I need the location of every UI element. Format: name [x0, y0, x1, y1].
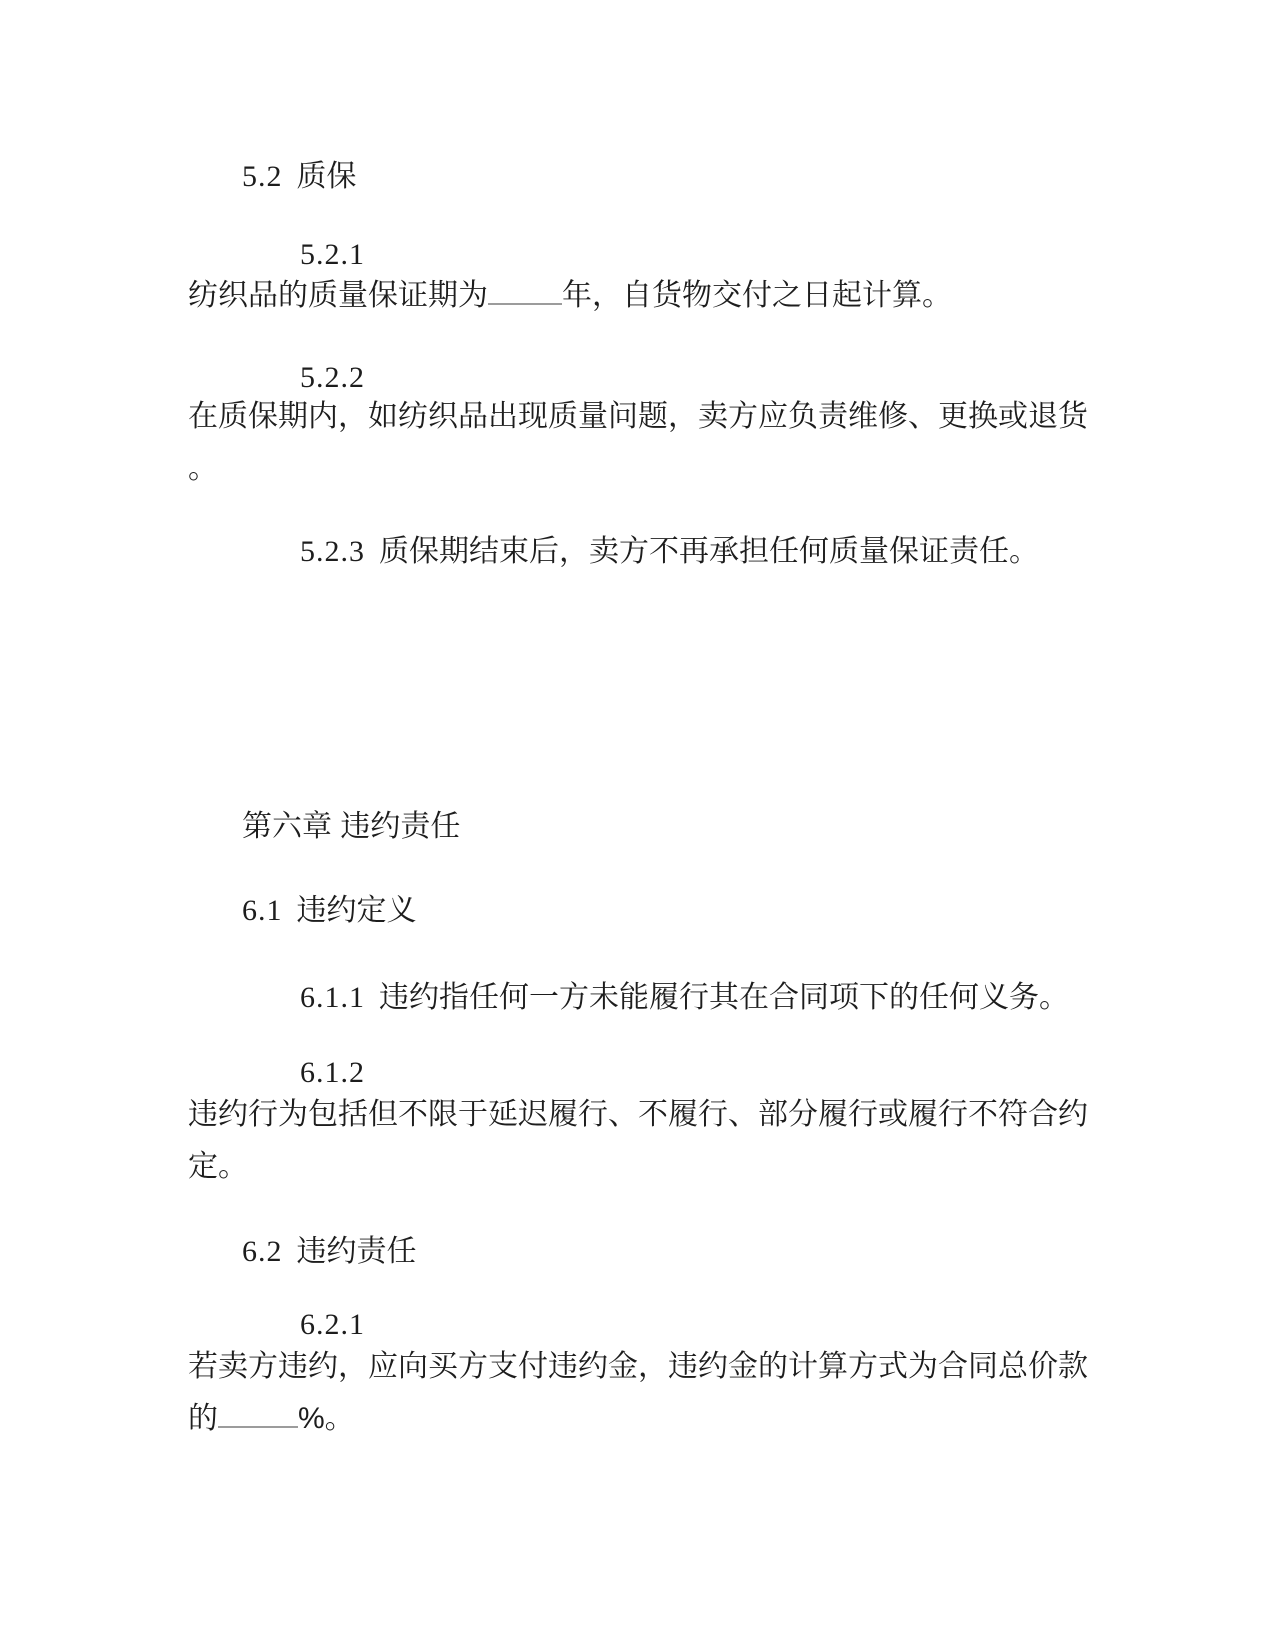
heading-6-2 — [242, 1226, 417, 1278]
heading-5-2-title: 质保 — [296, 160, 357, 193]
clause-6-2-1-line-2 — [188, 1393, 1088, 1445]
clause-5-2-2-line-1: 在质保期内，如纺织品出现质量问题，卖方应负责维修、更换或退货 — [188, 400, 1088, 433]
heading-6-1-title: 违约定义 — [296, 894, 417, 927]
clause-5-2-3 — [300, 526, 1039, 578]
clause-6-1-1-number: 6.1.1 — [300, 981, 365, 1014]
clause-5-2-3-number: 5.2.3 — [300, 535, 365, 568]
clause-6-1-1-text: 违约指任何一方未能履行其在合同项下的任何义务。 — [379, 981, 1069, 1014]
heading-5-2 — [242, 151, 357, 203]
clause-6-1-2-text — [188, 1089, 1088, 1193]
heading-6-2-title: 违约责任 — [296, 1235, 417, 1268]
clause-5-2-1-text — [188, 270, 952, 322]
warranty-period-blank — [488, 303, 562, 305]
clause-6-2-1-text — [188, 1341, 1088, 1445]
clause-5-2-1-text-before: 纺织品的质量保证期为 — [188, 279, 488, 312]
clause-5-2-2-text — [188, 391, 1088, 495]
clause-5-2-2-line-2: 。 — [188, 452, 218, 485]
clause-6-1-2-line-2: 定。 — [188, 1150, 248, 1183]
heading-6-1 — [242, 885, 417, 937]
heading-5-2-number: 5.2 — [242, 160, 283, 193]
heading-6-1-number: 6.1 — [242, 894, 283, 927]
clause-6-1-2-number-text: 6.1.2 — [300, 1056, 365, 1089]
clause-6-2-1-number-text: 6.2.1 — [300, 1308, 365, 1341]
clause-6-2-1-line-2-before: 的 — [188, 1402, 218, 1435]
clause-5-2-1-number-text: 5.2.1 — [300, 238, 365, 271]
clause-6-1-2-line-1: 违约行为包括但不限于延迟履行、不履行、部分履行或履行不符合约 — [188, 1098, 1088, 1131]
clause-6-2-1-line-1: 若卖方违约，应向买方支付违约金，违约金的计算方式为合同总价款 — [188, 1350, 1088, 1383]
clause-5-2-2-number-text: 5.2.2 — [300, 361, 365, 394]
clause-6-1-1 — [300, 972, 1069, 1024]
chapter-6-heading-text: 第六章 违约责任 — [242, 810, 461, 843]
clause-5-2-3-text: 质保期结束后，卖方不再承担任何质量保证责任。 — [379, 535, 1039, 568]
heading-6-2-number: 6.2 — [242, 1235, 283, 1268]
clause-5-2-1-text-after: 年，自货物交付之日起计算。 — [562, 279, 952, 312]
chapter-6-heading — [242, 801, 460, 853]
clause-6-2-1-line-2-after: %。 — [298, 1402, 355, 1435]
penalty-percent-blank — [218, 1426, 298, 1428]
